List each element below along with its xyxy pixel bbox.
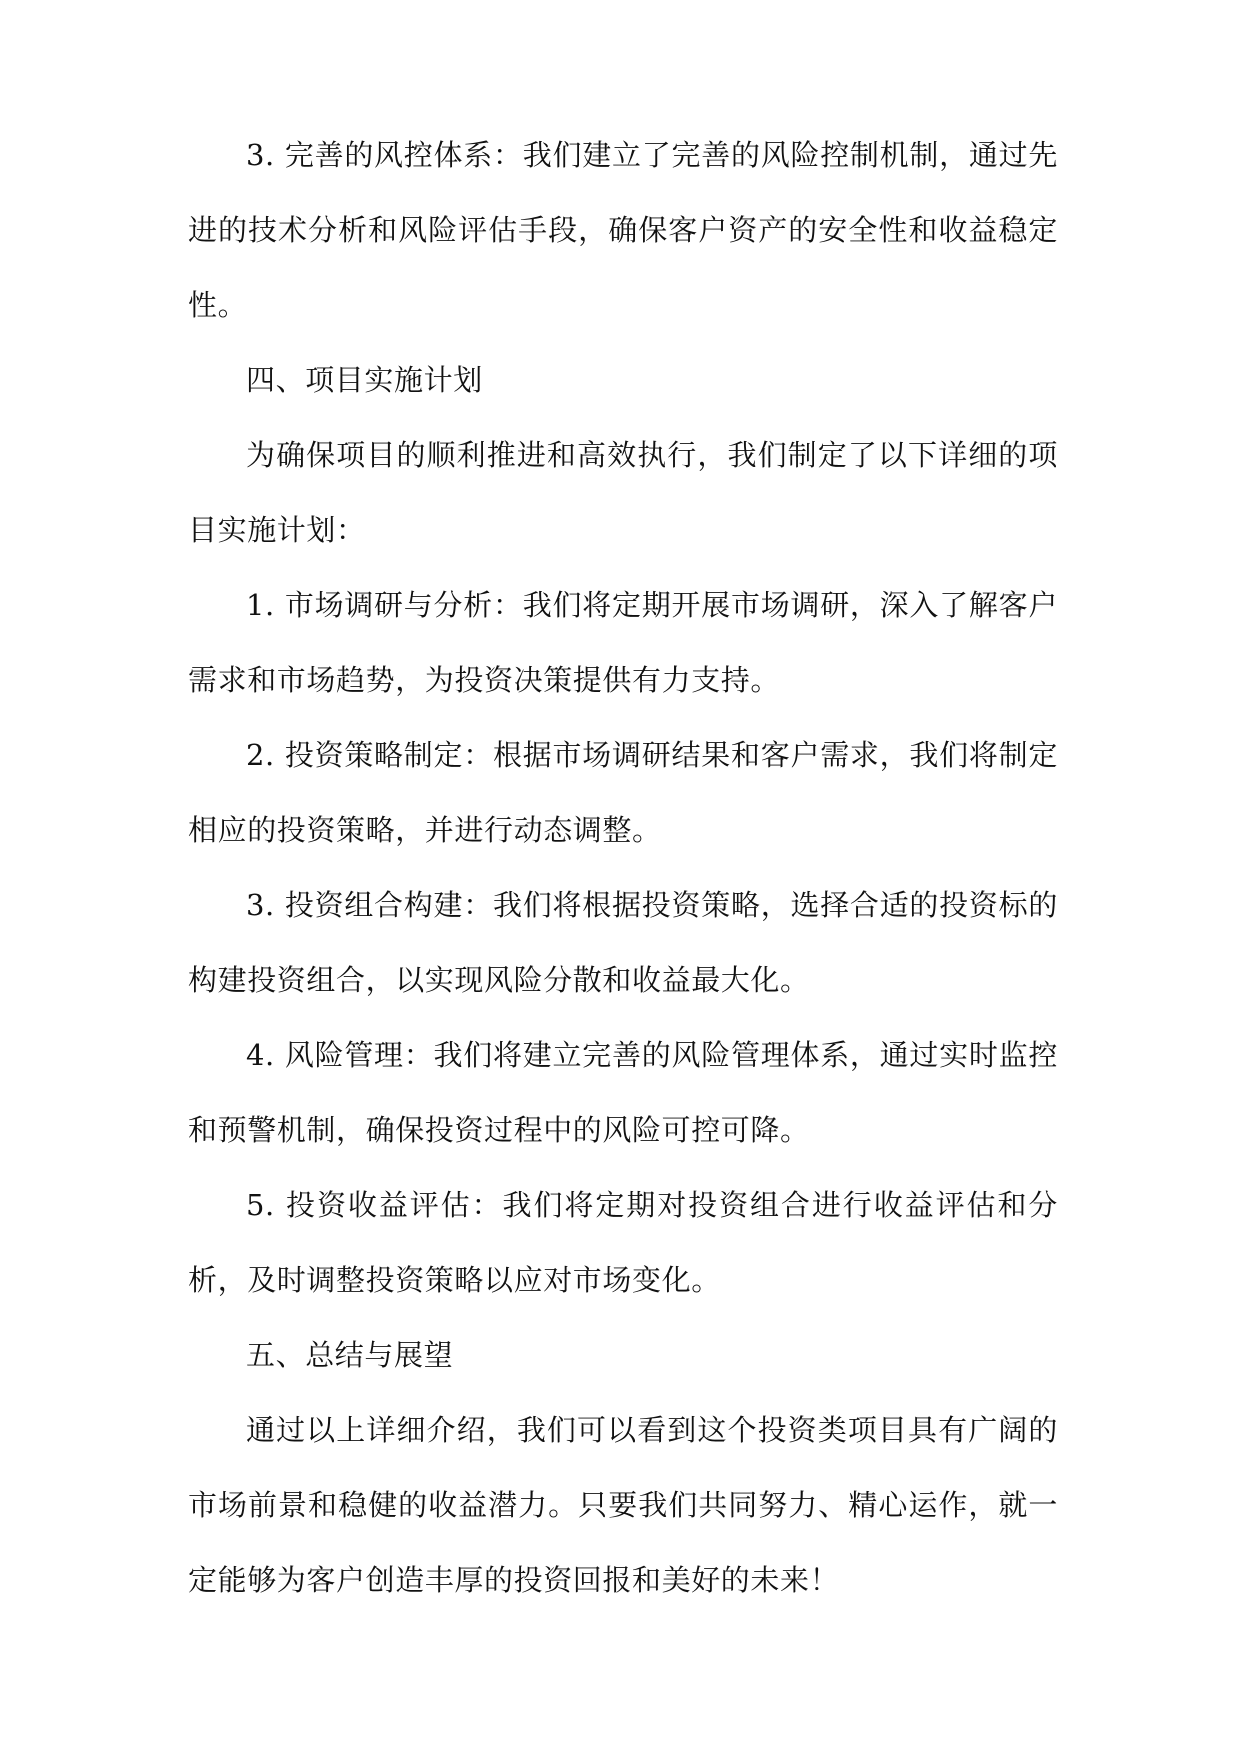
paragraph-portfolio-construction: 3. 投资组合构建：我们将根据投资策略，选择合适的投资标的构建投资组合，以实现风险分散和收益最大化。 <box>188 888 1058 997</box>
paragraph-market-research: 1. 市场调研与分析：我们将定期开展市场调研，深入了解客户需求和市场趋势，为投资决策提供有力支持。 <box>188 588 1058 697</box>
document-body <box>188 118 1058 1618</box>
section-heading-summary-outlook: 五、总结与展望 <box>246 1338 454 1372</box>
paragraph-risk-control-system: 3. 完善的风控体系：我们建立了完善的风险控制机制，通过先进的技术分析和风险评估手段，确保客户资产的安全性和收益稳定性。 <box>188 138 1058 322</box>
paragraph-conclusion: 通过以上详细介绍，我们可以看到这个投资类项目具有广阔的市场前景和稳健的收益潜力。只要我们共同努力、精心运作，就一定能够为客户创造丰厚的投资回报和美好的未来！ <box>188 1413 1058 1597</box>
paragraph-return-evaluation: 5. 投资收益评估：我们将定期对投资组合进行收益评估和分析，及时调整投资策略以应对市场变化。 <box>188 1188 1058 1297</box>
paragraph-risk-management: 4. 风险管理：我们将建立完善的风险管理体系，通过实时监控和预警机制，确保投资过程中的风险可控可降。 <box>188 1038 1058 1147</box>
paragraph-strategy-formulation: 2. 投资策略制定：根据市场调研结果和客户需求，我们将制定相应的投资策略，并进行动态调整。 <box>188 738 1058 847</box>
paragraph-plan-intro: 为确保项目的顺利推进和高效执行，我们制定了以下详细的项目实施计划： <box>188 438 1058 547</box>
section-heading-implementation-plan: 四、项目实施计划 <box>246 363 483 397</box>
